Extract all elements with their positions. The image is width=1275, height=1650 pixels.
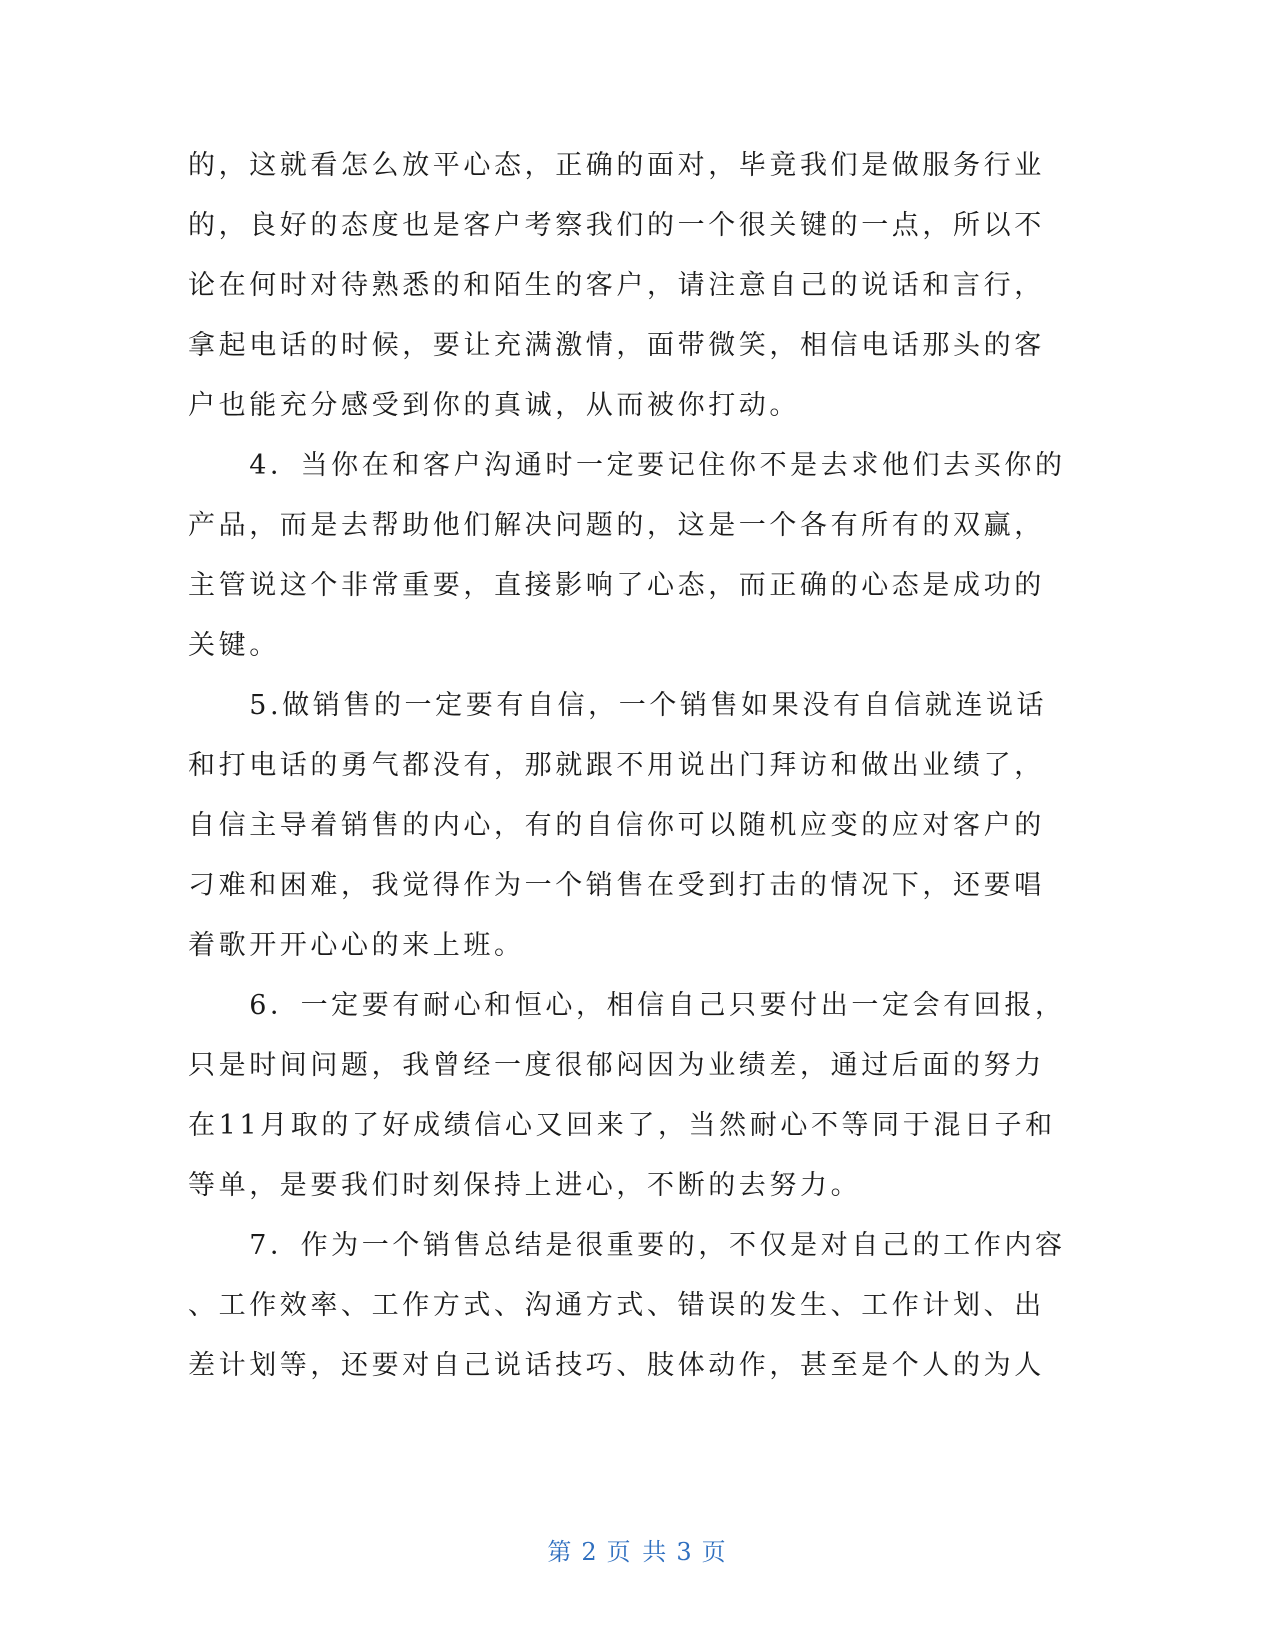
text-line: 户也能充分感受到你的真诚，从而被你打动。 — [188, 390, 800, 421]
footer-middle: 页 共 — [606, 1538, 669, 1566]
text-line: 7．作为一个销售总结是很重要的，不仅是对自己的工作内容 — [188, 1230, 1066, 1261]
text-line: 着歌开开心心的来上班。 — [188, 930, 525, 961]
total-page-count: 3 — [676, 1538, 694, 1566]
current-page-number: 2 — [581, 1538, 599, 1566]
text-line: 和打电话的勇气都没有，那就跟不用说出门拜访和做出业绩了， — [188, 750, 1045, 781]
footer-prefix: 第 — [547, 1538, 574, 1566]
text-line: 拿起电话的时候，要让充满激情，面带微笑，相信电话那头的客 — [188, 330, 1045, 361]
footer-suffix: 页 — [701, 1538, 728, 1566]
text-line: 、工作效率、工作方式、沟通方式、错误的发生、工作计划、出 — [188, 1290, 1045, 1321]
text-line: 的，良好的态度也是客户考察我们的一个很关键的一点，所以不 — [188, 210, 1045, 241]
text-line: 4．当你在和客户沟通时一定要记住你不是去求他们去买你的 — [188, 450, 1066, 481]
text-line: 主管说这个非常重要，直接影响了心态，而正确的心态是成功的 — [188, 570, 1045, 601]
page-number-footer — [0, 1532, 1275, 1567]
text-line: 论在何时对待熟悉的和陌生的客户，请注意自己的说话和言行， — [188, 270, 1045, 301]
text-line: 只是时间问题，我曾经一度很郁闷因为业绩差，通过后面的努力 — [188, 1050, 1045, 1081]
text-line: 5.做销售的一定要有自信，一个销售如果没有自信就连说话 — [188, 690, 1048, 721]
text-line: 6．一定要有耐心和恒心，相信自己只要付出一定会有回报， — [188, 990, 1066, 1021]
text-line: 差计划等，还要对自己说话技巧、肢体动作，甚至是个人的为人 — [188, 1350, 1045, 1381]
text-line: 在11月取的了好成绩信心又回来了，当然耐心不等同于混日子和 — [188, 1110, 1056, 1141]
text-line: 产品，而是去帮助他们解决问题的，这是一个各有所有的双赢， — [188, 510, 1045, 541]
body-text — [188, 136, 1088, 1396]
text-line: 自信主导着销售的内心，有的自信你可以随机应变的应对客户的 — [188, 810, 1045, 841]
text-line: 的，这就看怎么放平心态，正确的面对，毕竟我们是做服务行业 — [188, 150, 1045, 181]
text-line: 刁难和困难，我觉得作为一个销售在受到打击的情况下，还要唱 — [188, 870, 1045, 901]
text-line: 等单，是要我们时刻保持上进心，不断的去努力。 — [188, 1170, 862, 1201]
text-line: 关键。 — [188, 630, 280, 661]
